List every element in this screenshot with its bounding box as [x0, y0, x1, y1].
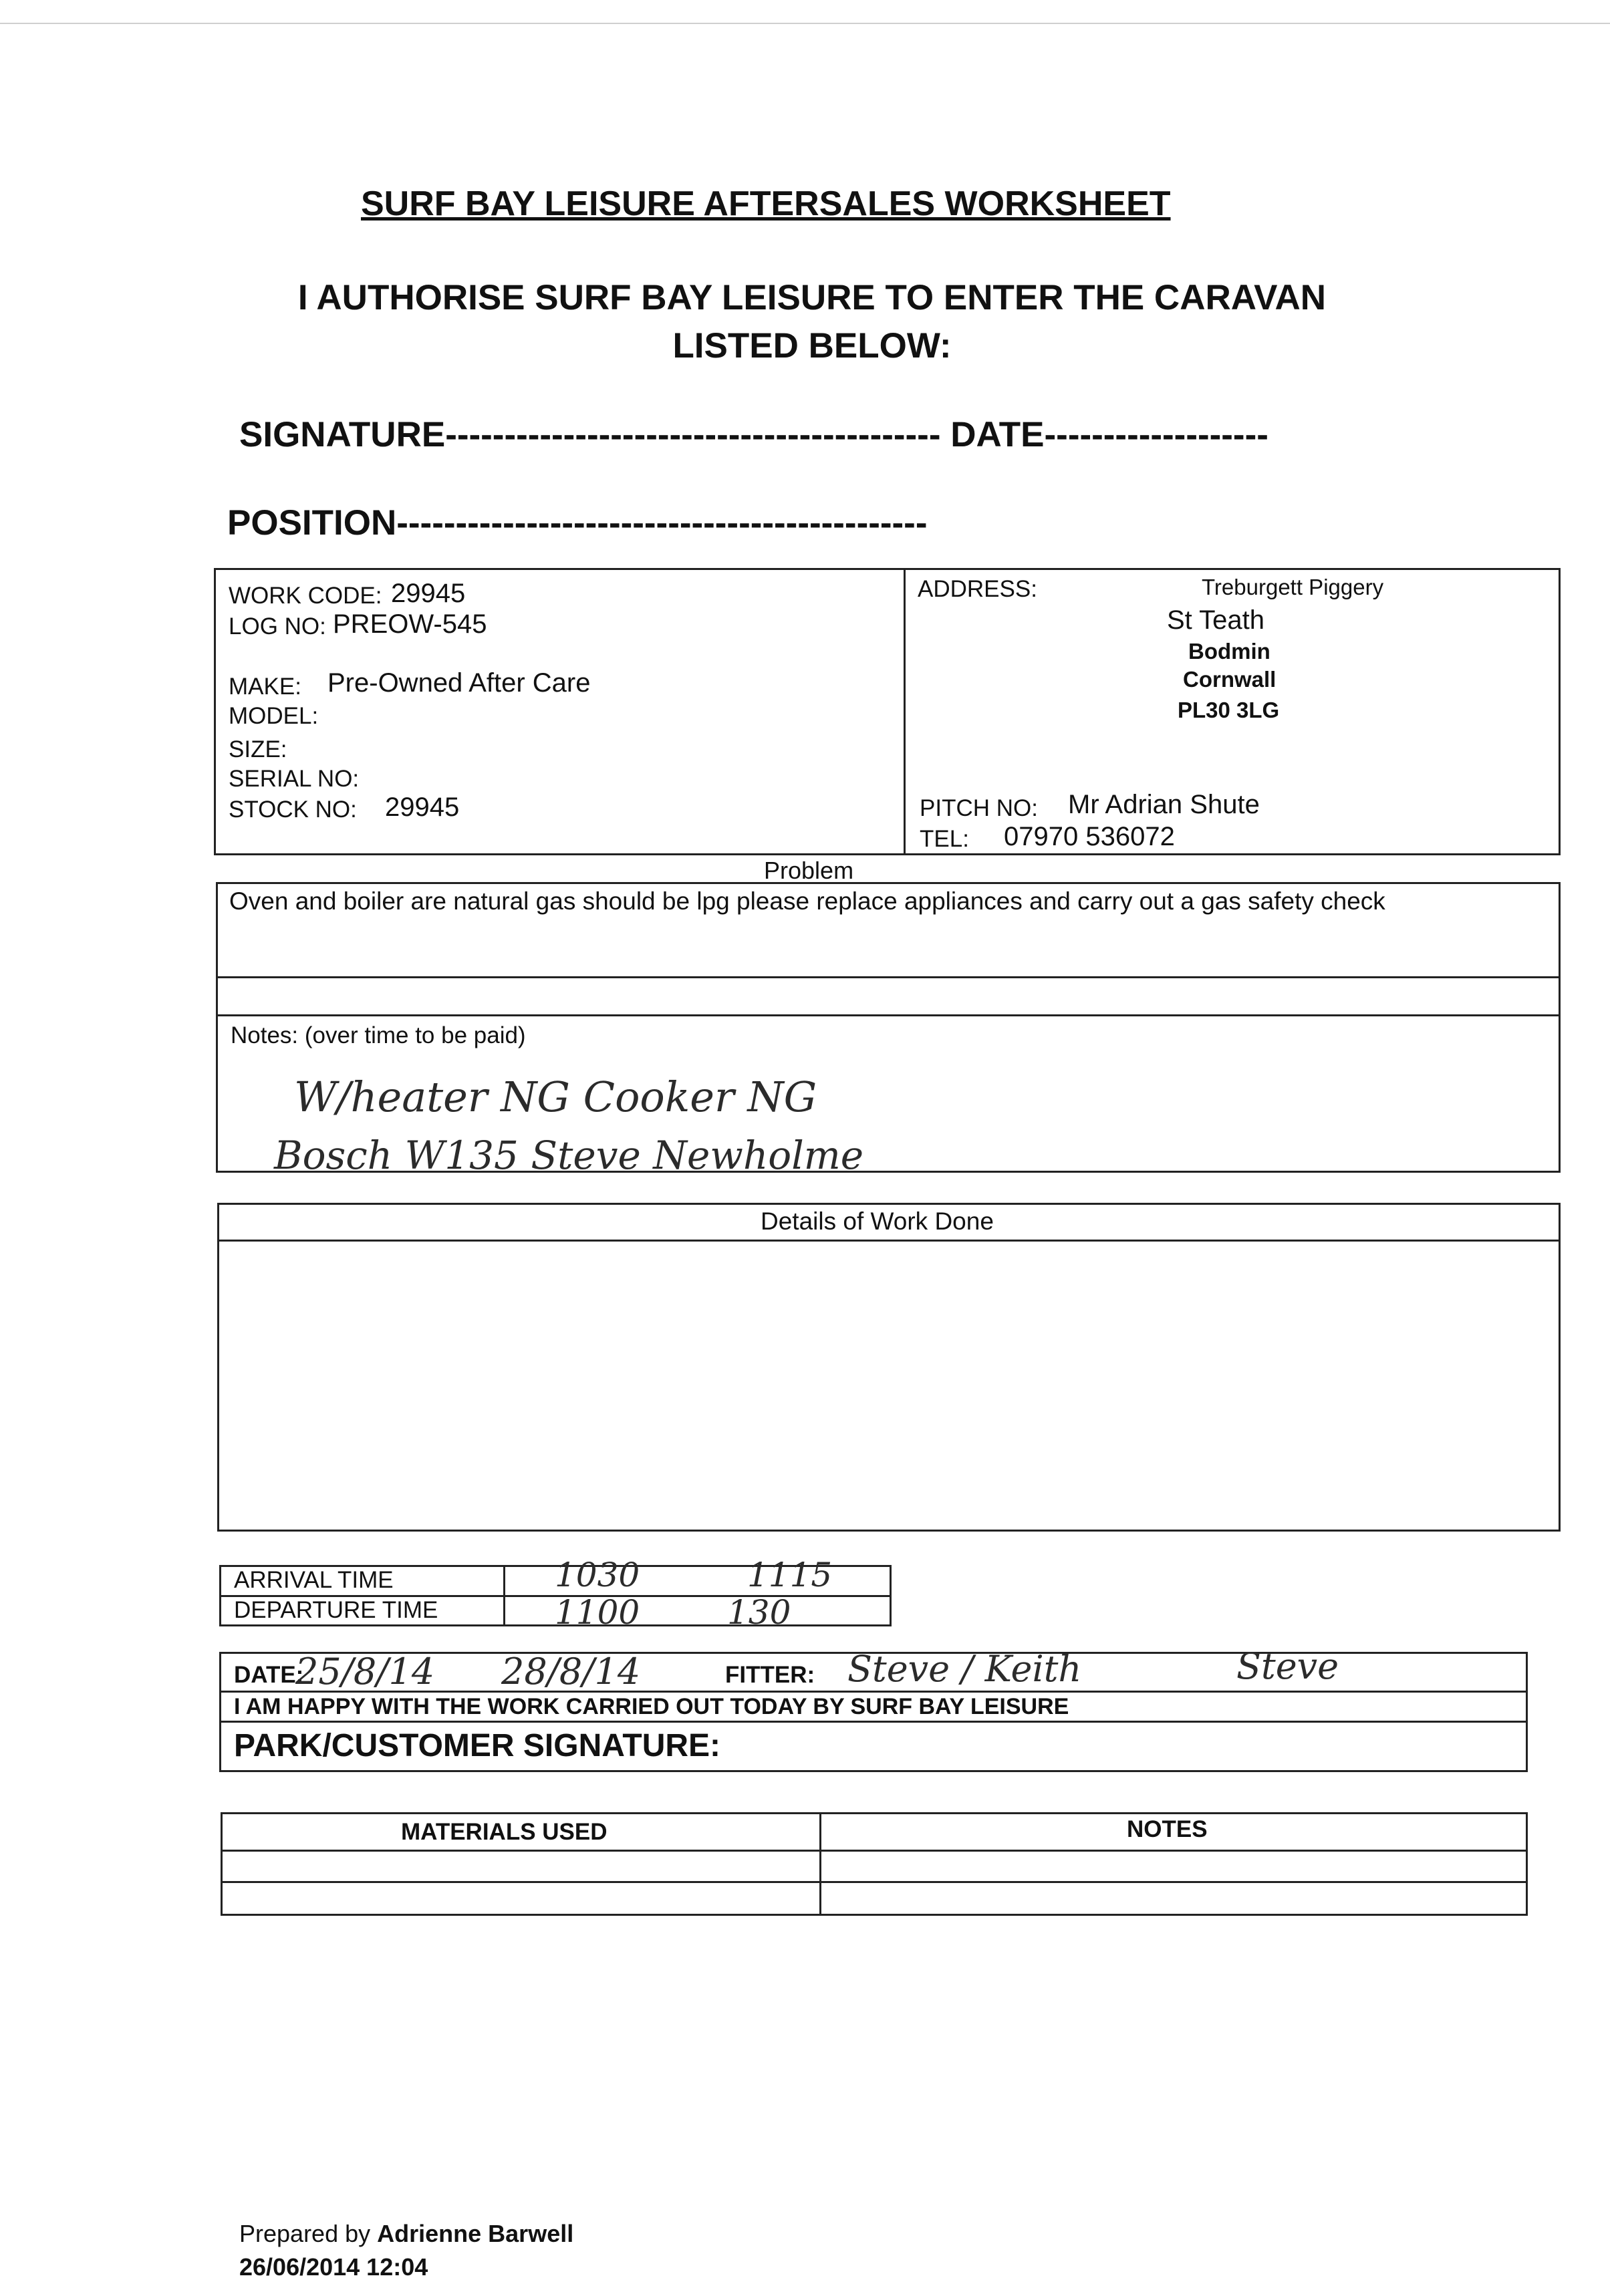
authorisation-statement: [200, 274, 1424, 370]
signoff-row-divider-2: [221, 1721, 1526, 1723]
address-line-1: Treburgett Piggery: [1202, 575, 1384, 599]
departure-time-label: DEPARTURE TIME: [234, 1597, 438, 1623]
satisfaction-statement: I AM HAPPY WITH THE WORK CARRIED OUT TODAY BY SURF BAY LEISURE: [234, 1694, 1069, 1719]
arrival-time-label: ARRIVAL TIME: [234, 1567, 394, 1593]
prepared-timestamp: 26/06/2014 12:04: [239, 2253, 428, 2281]
serial-no-label: SERIAL NO:: [229, 766, 360, 792]
notes-handwriting-line-1: W/heater NG Cooker NG: [294, 1072, 817, 1121]
materials-header-divider: [223, 1850, 1526, 1852]
materials-row-divider: [223, 1881, 1526, 1883]
fitter-value-2: Steve: [1236, 1645, 1339, 1687]
position-line: POSITION---------------------------------------------: [227, 503, 928, 543]
work-done-label: Details of Work Done: [761, 1207, 994, 1235]
materials-used-header: MATERIALS USED: [401, 1819, 608, 1845]
make-label: MAKE:: [229, 674, 301, 700]
signoff-date-1: 25/8/14: [295, 1651, 435, 1693]
tel-label: TEL:: [920, 826, 969, 852]
departure-time-2: 130: [727, 1593, 791, 1632]
departure-time-1: 1100: [555, 1593, 640, 1632]
stock-no-value: 29945: [385, 793, 460, 822]
problem-row-divider: [218, 976, 1559, 978]
log-no-value: PREOW-545: [333, 609, 487, 639]
notes-row-divider: [218, 1014, 1559, 1016]
fitter-value-1: Steve / Keith: [847, 1648, 1082, 1690]
tel-value: 07970 536072: [1004, 822, 1175, 851]
problem-label: Problem: [764, 857, 854, 884]
materials-column-divider: [819, 1814, 821, 1914]
work-code-value: 29945: [391, 579, 466, 608]
materials-notes-header: NOTES: [1127, 1816, 1208, 1842]
authorisation-line-2: LISTED BELOW:: [672, 326, 952, 366]
signoff-date-label: DATE:: [234, 1662, 304, 1688]
prepared-by-name: Adrienne Barwell: [377, 2220, 574, 2247]
address-line-3: Bodmin: [1188, 639, 1270, 664]
work-code-label: WORK CODE:: [229, 583, 382, 609]
fitter-label: FITTER:: [725, 1662, 815, 1688]
customer-signature-label: PARK/CUSTOMER SIGNATURE:: [234, 1728, 721, 1763]
notes-handwriting-line-2: Bosch W135 Steve Newholme: [274, 1133, 864, 1178]
model-label: MODEL:: [229, 703, 319, 729]
signature-date-line: SIGNATURE------------------------------------------ DATE-------------------: [239, 415, 1268, 454]
address-line-4: Cornwall: [1183, 667, 1277, 692]
stock-no-label: STOCK NO:: [229, 797, 357, 823]
prepared-by: [239, 2220, 573, 2248]
size-label: SIZE:: [229, 736, 287, 762]
notes-label: Notes: (over time to be paid): [231, 1022, 526, 1048]
authorisation-line-1: I AUTHORISE SURF BAY LEISURE TO ENTER THE CARAVAN: [297, 278, 1327, 317]
signoff-date-2: 28/8/14: [501, 1651, 641, 1693]
log-no-label: LOG NO:: [229, 613, 326, 639]
arrival-time-2: 1115: [747, 1556, 833, 1594]
address-label: ADDRESS:: [918, 576, 1037, 602]
prepared-by-label: Prepared by: [239, 2220, 371, 2247]
page-title: SURF BAY LEISURE AFTERSALES WORKSHEET: [361, 184, 1171, 223]
make-value: Pre-Owned After Care: [327, 668, 591, 698]
address-line-5: PL30 3LG: [1178, 698, 1280, 722]
pitch-no-value: Mr Adrian Shute: [1068, 790, 1260, 819]
work-done-box: [217, 1203, 1561, 1532]
work-done-header-divider: [219, 1240, 1559, 1242]
address-line-2: St Teath: [1167, 605, 1265, 635]
arrival-time-1: 1030: [555, 1556, 640, 1594]
pitch-no-label: PITCH NO:: [920, 795, 1038, 821]
scan-edge-line: [0, 23, 1610, 24]
job-box-divider: [904, 570, 906, 853]
problem-text: Oven and boiler are natural gas should be lpg please replace appliances and carry out a gas safety check: [229, 887, 1385, 915]
